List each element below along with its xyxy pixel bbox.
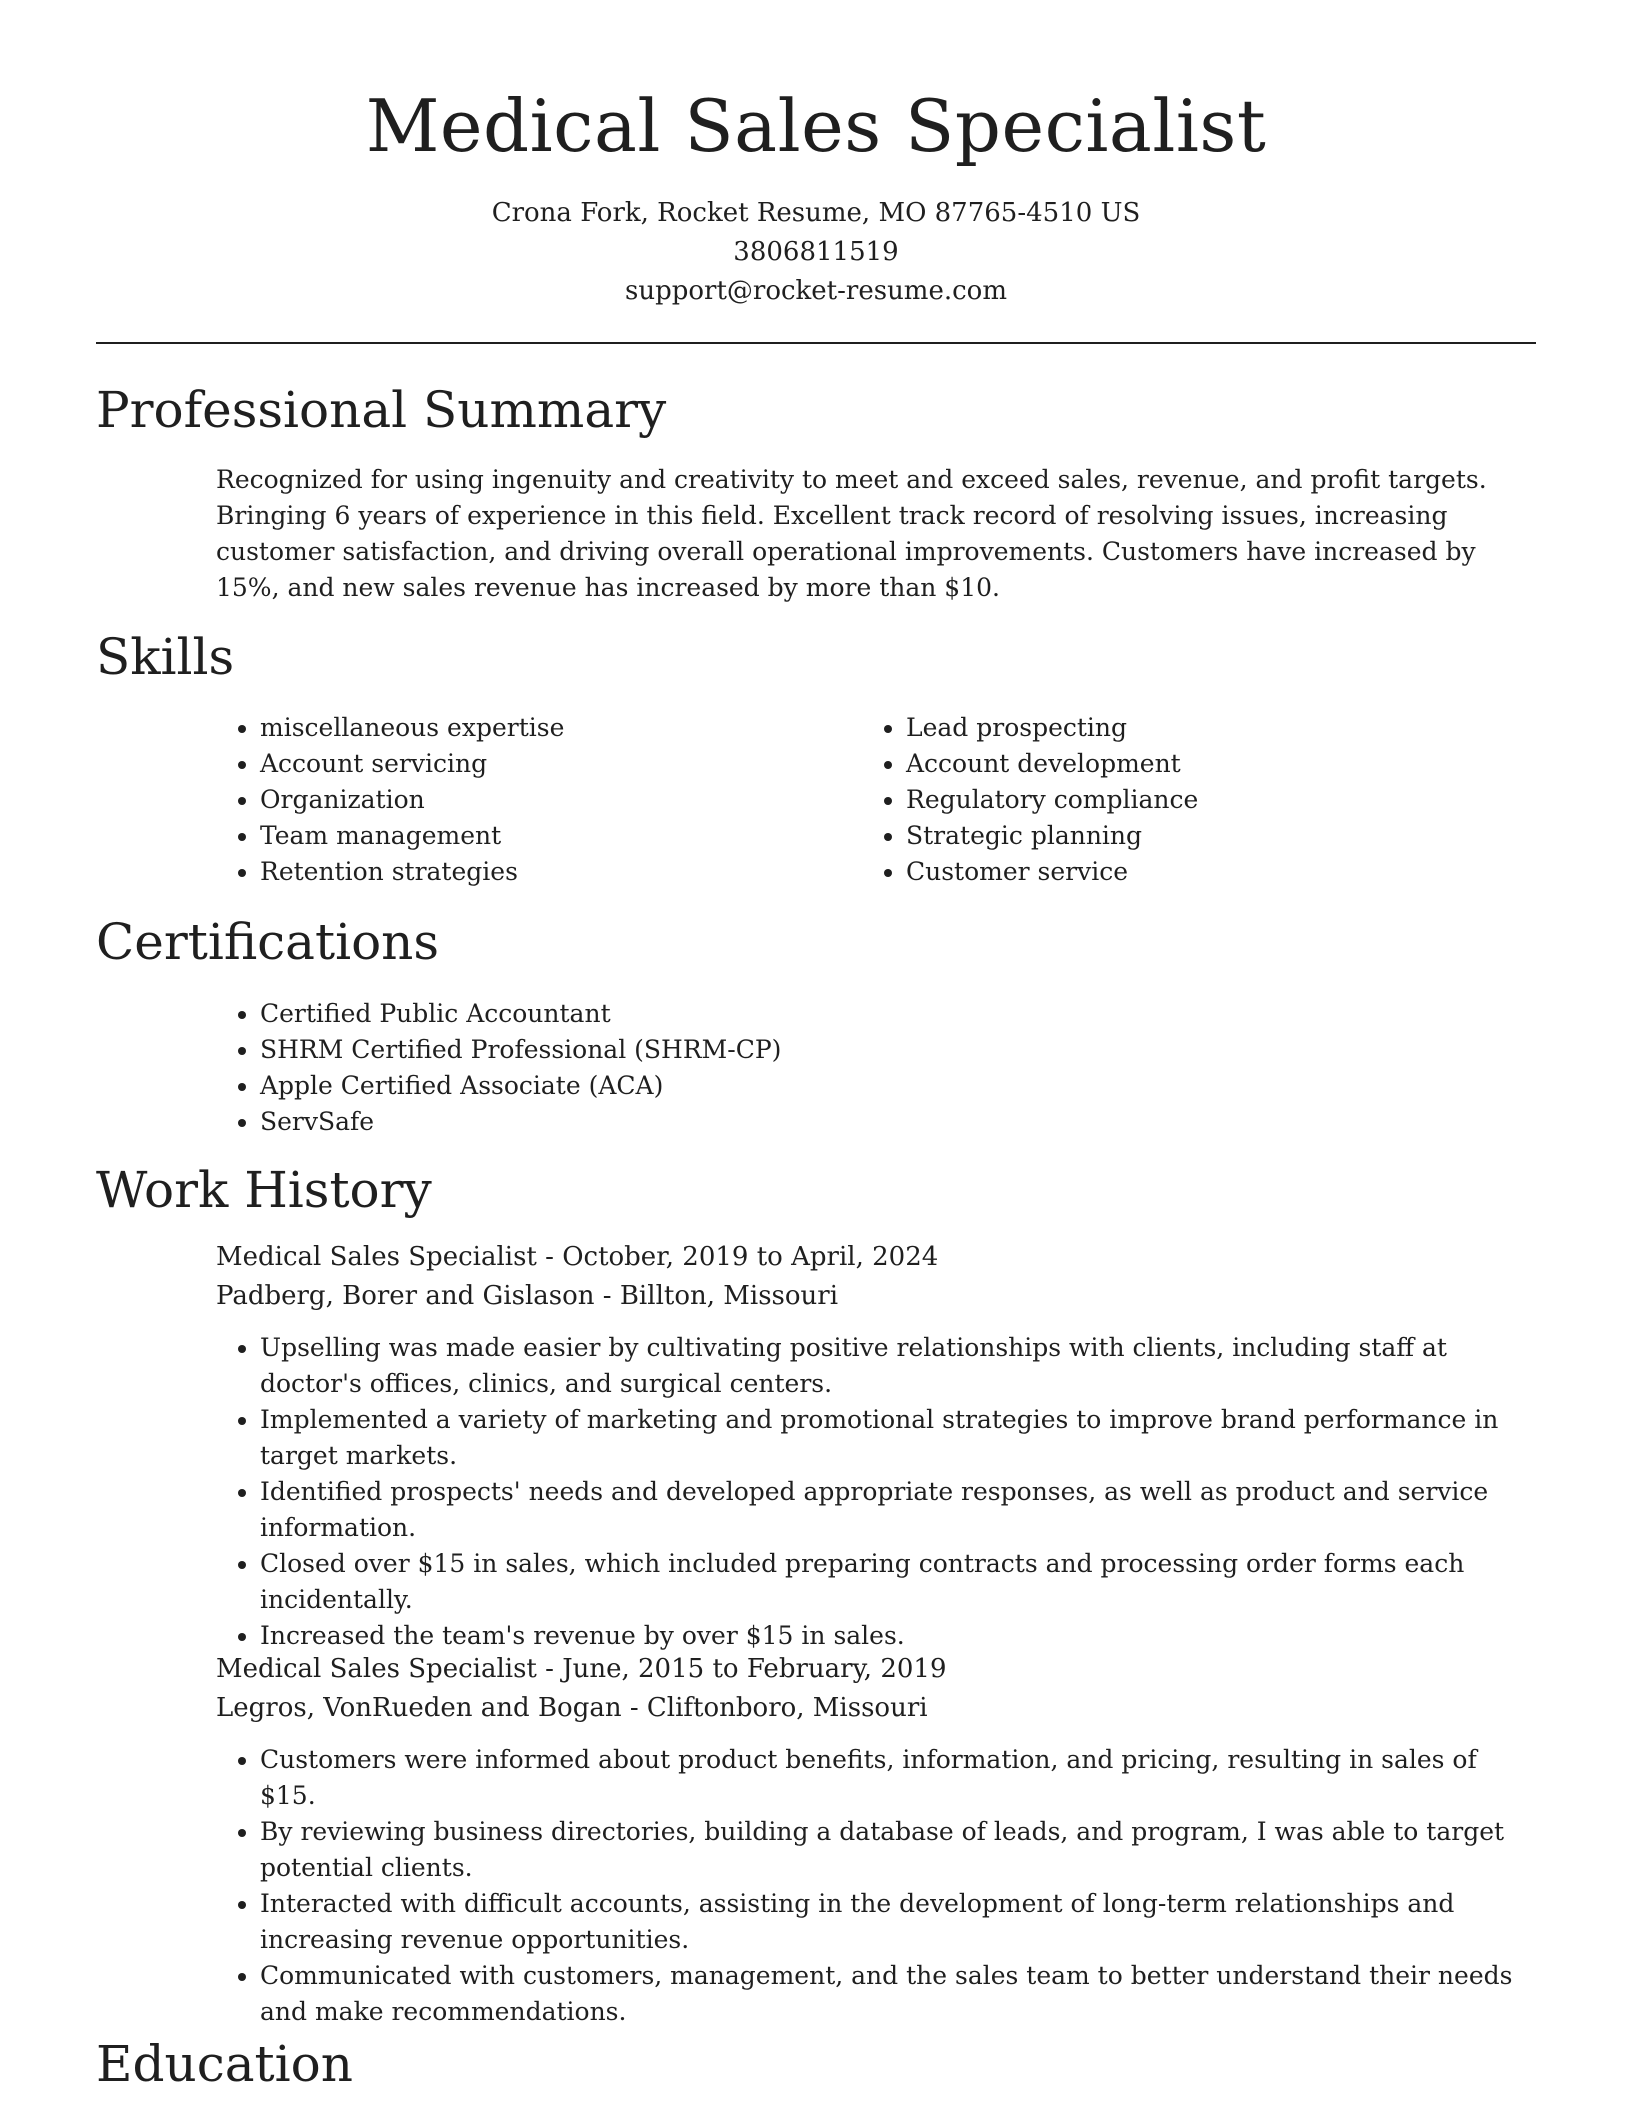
header-divider <box>96 342 1536 344</box>
contact-email: support@rocket-resume.com <box>624 276 1007 306</box>
skill-item: • Regulatory compliance <box>906 782 1506 818</box>
job-duty: • Implemented a variety of marketing and promotional strategies to improve brand performance in target markets. <box>260 1402 1534 1474</box>
skill-item: • Customer service <box>906 854 1506 890</box>
job-duties-list <box>216 1330 1534 1654</box>
job-duty: • Customers were informed about product benefits, information, and pricing, resulting in sales of $15. <box>260 1742 1534 1814</box>
job-company-location: Padberg, Borer and Gislason - Billton, Missouri <box>216 1281 839 1311</box>
summary-text: Recognized for using ingenuity and creativity to meet and exceed sales, revenue, and profit targets. Bringing 6 years of experience in this field. Excellent track record of resolving issues, increasing customer satisfaction, and driving overall operational improvements. Customers have increased by 15%, and new sales revenue has increased by more than $10. <box>216 465 1487 602</box>
job-company-location: Legros, VonRueden and Bogan - Cliftonboro, Missouri <box>216 1693 928 1723</box>
job-duty: • Interacted with difficult accounts, assisting in the development of long-term relationships and increasing revenue opportunities. <box>260 1886 1534 1958</box>
certifications-heading: Certifications <box>96 913 440 971</box>
job-entry <box>216 1650 1534 2030</box>
summary-heading: Professional Summary <box>96 381 667 439</box>
education-heading: Education <box>96 2035 353 2093</box>
contact-info <box>0 194 1632 311</box>
certification-item: • Certified Public Accountant <box>260 996 781 1032</box>
job-duty: • Increased the team's revenue by over $15 in sales. <box>260 1618 1534 1654</box>
certifications-list <box>216 996 781 1140</box>
resume-header <box>0 0 1632 311</box>
job-duty: • Upselling was made easier by cultivating positive relationships with clients, including staff at doctor's offices, clinics, and surgical centers. <box>260 1330 1534 1402</box>
skill-item: • Organization <box>260 782 860 818</box>
skill-item: • Strategic planning <box>906 818 1506 854</box>
job-duties-list <box>216 1742 1534 2030</box>
skill-item: • miscellaneous expertise <box>260 710 860 746</box>
job-duty: • Identified prospects' needs and developed appropriate responses, as well as product and service information. <box>260 1474 1534 1546</box>
skill-item: • Retention strategies <box>260 854 860 890</box>
certification-item: • SHRM Certified Professional (SHRM-CP) <box>260 1032 781 1068</box>
job-entry <box>216 1238 1534 1654</box>
skill-item: • Account development <box>906 746 1506 782</box>
job-duty: • By reviewing business directories, building a database of leads, and program, I was able to target potential clients. <box>260 1814 1534 1886</box>
job-duty: • Closed over $15 in sales, which included preparing contracts and processing order forms each incidentally. <box>260 1546 1534 1618</box>
skills-heading: Skills <box>96 628 235 686</box>
skill-item: • Account servicing <box>260 746 860 782</box>
contact-address: Crona Fork, Rocket Resume, MO 87765-4510 US <box>491 198 1141 228</box>
work-history-heading: Work History <box>96 1161 432 1219</box>
contact-phone: 3806811519 <box>733 237 899 267</box>
job-duty: • Communicated with customers, management, and the sales team to better understand their needs and make recommendations. <box>260 1958 1534 2030</box>
certification-item: • ServSafe <box>260 1104 781 1140</box>
job-title-dates: Medical Sales Specialist - October, 2019 to April, 2024 <box>216 1242 939 1272</box>
skill-item: • Lead prospecting <box>906 710 1506 746</box>
skill-item: • Team management <box>260 818 860 854</box>
skills-list-left <box>216 710 860 890</box>
job-title-dates: Medical Sales Specialist - June, 2015 to February, 2019 <box>216 1654 947 1684</box>
skills-list-right <box>862 710 1506 890</box>
certification-item: • Apple Certified Associate (ACA) <box>260 1068 781 1104</box>
candidate-name: Medical Sales Specialist <box>365 84 1267 168</box>
